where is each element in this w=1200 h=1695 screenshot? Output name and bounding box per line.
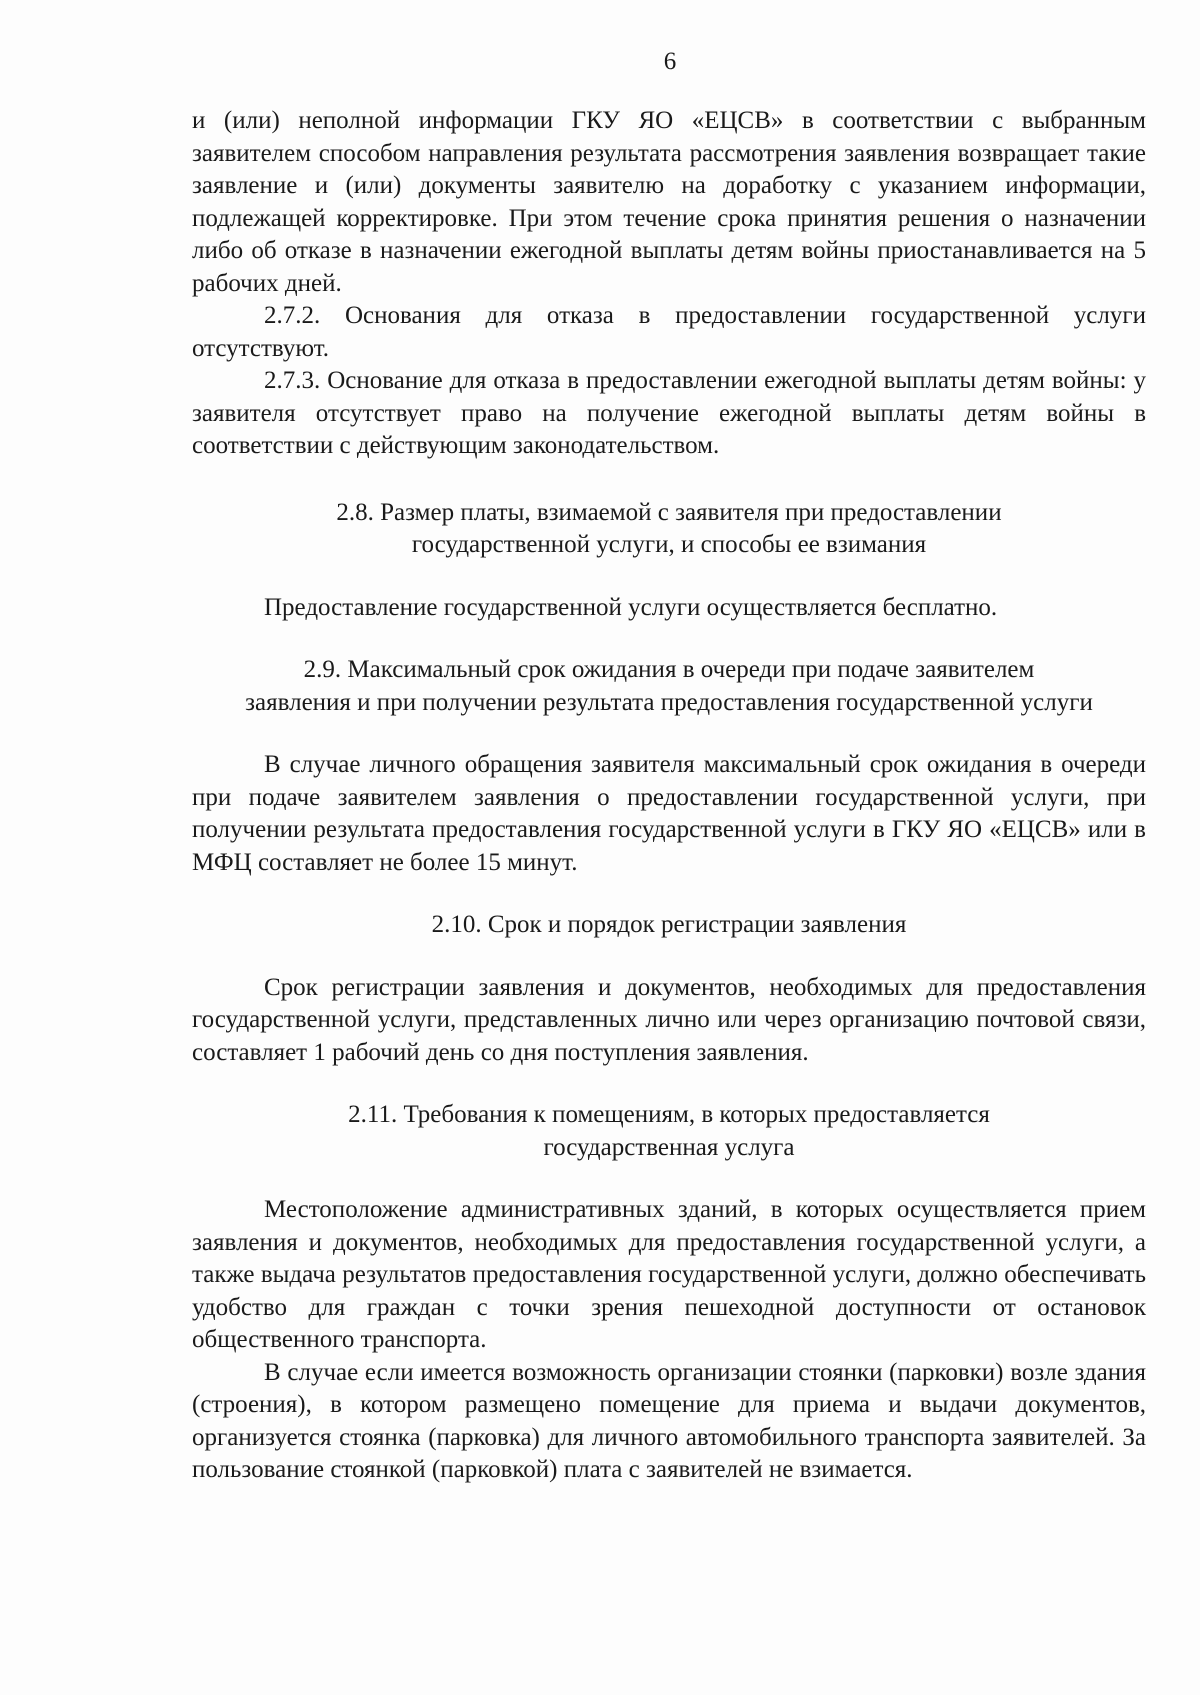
heading-2-11-line-1: 2.11. Требования к помещениям, в которых предоставляется — [348, 1101, 990, 1128]
document-body — [192, 105, 1146, 1487]
heading-2-10: 2.10. Срок и порядок регистрации заявления — [431, 911, 907, 938]
paragraph-2-8: Предоставление государственной услуги осуществляется бесплатно. — [264, 593, 998, 621]
heading-2-9 — [192, 654, 1146, 719]
heading-2-9-line-2: заявления и при получении результата предоставления государственной услуги — [245, 688, 1093, 716]
heading-2-11-line-2: государственная услуга — [543, 1133, 795, 1161]
heading-2-9-line-1: 2.9. Максимальный срок ожидания в очереди при подаче заявителем — [303, 656, 1035, 683]
paragraph-2-11-location: Местоположение административных зданий, в которых осуществляется прием заявления и документов, необходимых для предоставления государственной услуги, а также выдача результатов предоставления государственной услуги, должно обеспечивать удобство для граждан с точки зрения пешеходной доступности от остановок общественного транспорта. — [192, 1196, 1146, 1353]
paragraph-2-7-3: 2.7.3. Основание для отказа в предоставлении ежегодной выплаты детям войны: у заявителя отсутствует право на получение ежегодной выплаты детям войны в соответствии с действующим законодательством. — [192, 367, 1146, 459]
heading-2-8-line-1: 2.8. Размер платы, взимаемой с заявителя при предоставлении — [336, 498, 1002, 526]
paragraph-2-11-parking: В случае если имеется возможность организации стоянки (парковки) возле здания (строения), в котором размещено помещение для приема и выдачи документов, организуется стоянка (парковка) для личного автомобильного транспорта заявителей. За пользование стоянкой (парковкой) плата с заявителей не взимается. — [192, 1358, 1146, 1483]
heading-2-8 — [192, 497, 1146, 562]
page-number: 6 — [663, 48, 677, 75]
paragraph-2-10: Срок регистрации заявления и документов, необходимых для предоставления государственной услуги, представленных лично или через организацию почтовой связи, составляет 1 рабочий день со дня поступления заявления. — [192, 973, 1146, 1066]
paragraph-continuation: и (или) неполной информации ГКУ ЯО «ЕЦСВ» в соответствии с выбранным заявителем способом направления результата рассмотрения заявления возвращает такие заявление и (или) документы заявителю на доработку с указанием информации, подлежащей корректировке. При этом течение срока принятия решения о назначении либо об отказе в назначении ежегодной выплаты детям войны приостанавливается на 5 рабочих дней. — [192, 107, 1146, 297]
heading-2-11 — [192, 1099, 1146, 1164]
paragraph-2-7-2: 2.7.2. Основания для отказа в предоставлении государственной услуги отсутствуют. — [192, 302, 1146, 362]
paragraph-2-9: В случае личного обращения заявителя максимальный срок ожидания в очереди при подаче заявителем заявления о предоставлении государственной услуги, при получении результата предоставления государственной услуги в ГКУ ЯО «ЕЦСВ» или в МФЦ составляет не более 15 минут. — [192, 751, 1146, 876]
heading-2-8-line-2: государственной услуги, и способы ее взимания — [411, 531, 927, 558]
